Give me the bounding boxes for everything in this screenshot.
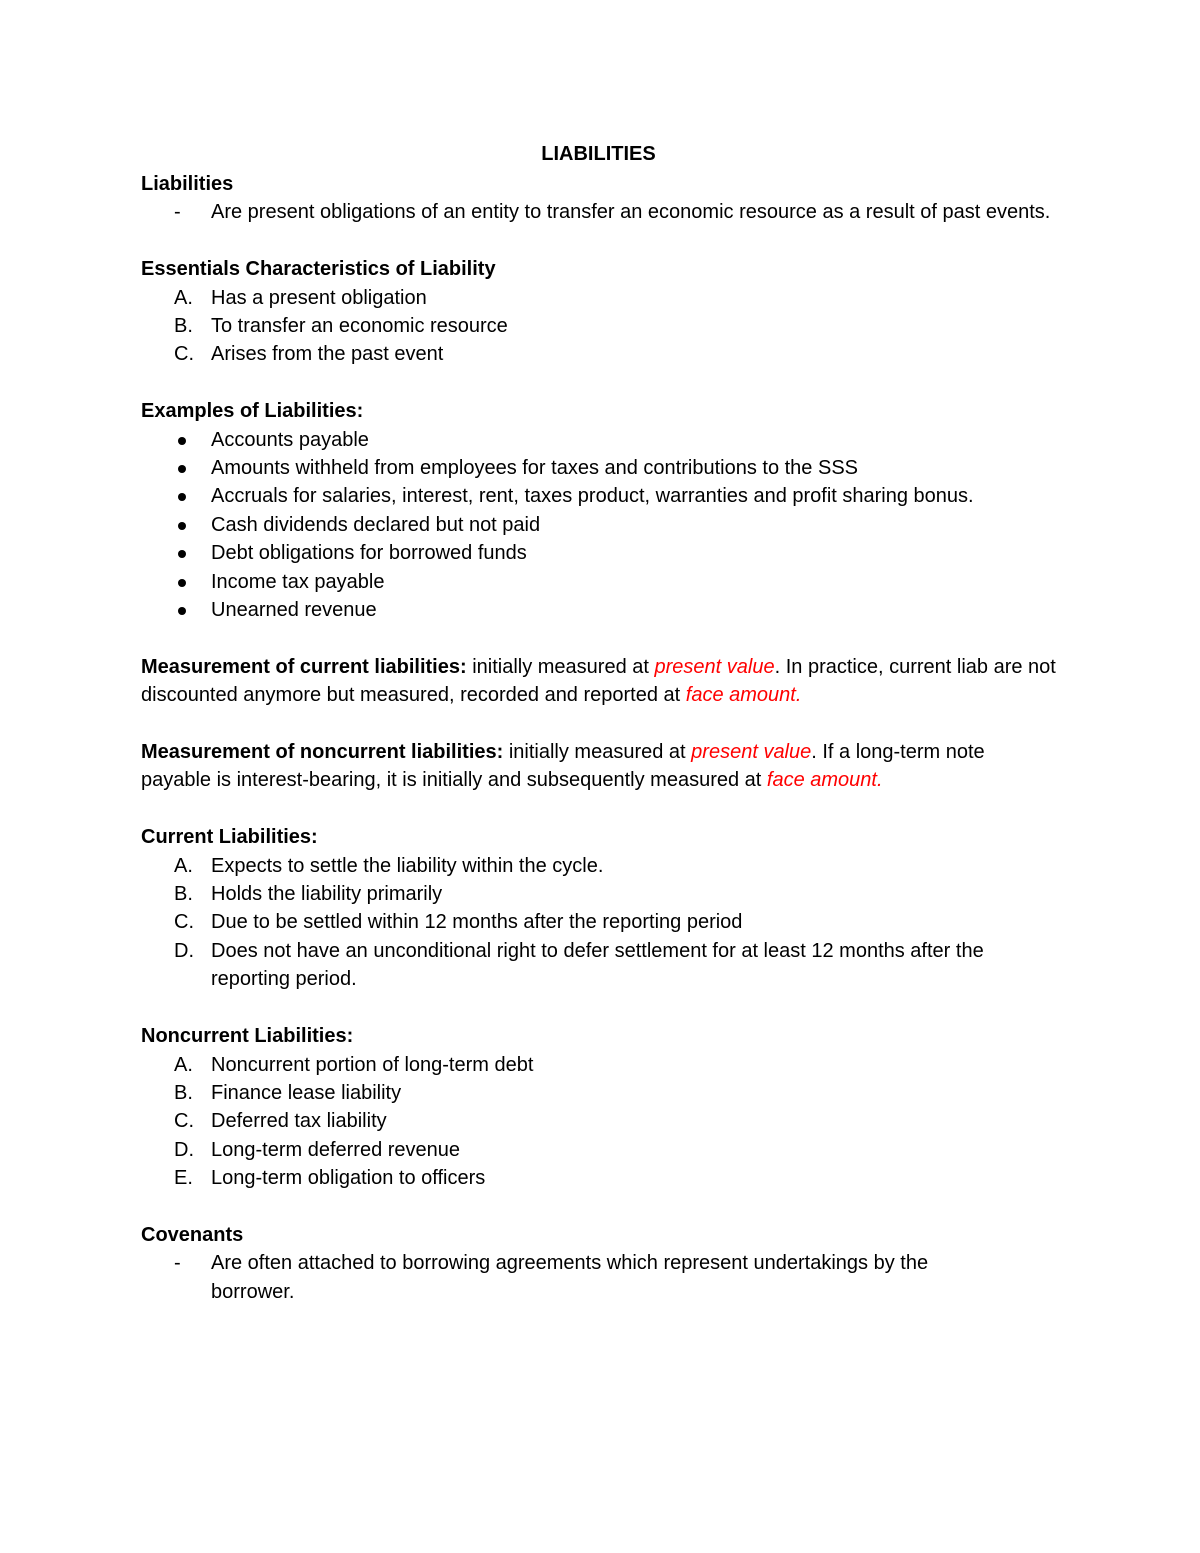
list-item-text: Finance lease liability (211, 1081, 402, 1104)
list-item (141, 482, 1061, 510)
list-item-text: Due to be settled within 12 months after the reporting period (211, 911, 743, 934)
list-item-text: Expects to settle the liability within the cycle. (211, 854, 604, 877)
covenants-definition-text: Are often attached to borrowing agreements which represent undertakings by the borrower. (211, 1252, 929, 1303)
paragraph-text: initially measured at (503, 741, 692, 764)
section-heading-noncurrent: Noncurrent Liabilities: (141, 1025, 354, 1048)
list-item-text: Deferred tax liability (211, 1110, 387, 1133)
list-item-text: Accounts payable (211, 428, 369, 451)
paragraph-text: . If a long-term note payable is interest-bearing, it is initially and subsequently measured at (141, 741, 985, 792)
list-item (141, 284, 1061, 312)
paragraph-text: . (795, 684, 802, 707)
list-item (141, 1107, 1061, 1135)
list-marker: D. (174, 939, 194, 962)
liabilities-definition-text: Are present obligations of an entity to transfer an economic resource as a result of past events. (211, 201, 1051, 224)
list-item (141, 454, 1061, 482)
liabilities-definition (141, 198, 1061, 226)
measurement-current-paragraph (141, 653, 1056, 710)
list-item-text: Long-term deferred revenue (211, 1138, 461, 1161)
document-title: LIABILITIES (541, 143, 656, 165)
bullet-icon (178, 437, 186, 445)
list-item (141, 568, 1061, 596)
list-item-text: Does not have an unconditional right to defer settlement for at least 12 months after the reporting period. (211, 939, 984, 991)
list-item-text: Unearned revenue (211, 599, 377, 622)
list-item (141, 511, 1061, 539)
list-marker: D. (174, 1138, 194, 1161)
section-heading-examples: Examples of Liabilities: (141, 400, 364, 423)
section-heading-liabilities: Liabilities (141, 173, 234, 195)
list-item (141, 1164, 1061, 1192)
list-item-text: Has a present obligation (211, 286, 427, 309)
section-heading-current: Current Liabilities: (141, 826, 318, 849)
covenants-definition (141, 1249, 1001, 1306)
measurement-current-label: Measurement of current liabilities: (141, 655, 467, 678)
list-item (141, 426, 1061, 454)
bullet-icon (178, 465, 186, 473)
section-heading-covenants: Covenants (141, 1223, 244, 1246)
list-item-text: Holds the liability primarily (211, 883, 443, 906)
list-item (141, 1051, 1061, 1079)
list-marker: A. (174, 1053, 193, 1076)
list-marker: C. (174, 1110, 194, 1133)
bullet-icon (178, 522, 186, 530)
measurement-noncurrent-label: Measurement of noncurrent liabilities: (141, 741, 504, 764)
list-marker: C. (174, 343, 194, 366)
list-item-text: Debt obligations for borrowed funds (211, 542, 527, 565)
list-item (141, 852, 1061, 880)
list-item-text: Noncurrent portion of long-term debt (211, 1053, 534, 1076)
list-marker: A. (174, 854, 193, 877)
bullet-icon (178, 579, 186, 587)
highlight-text: present value (654, 655, 775, 678)
list-marker: A. (174, 286, 193, 309)
bullet-icon (178, 607, 186, 615)
list-item-text: Income tax payable (211, 570, 385, 593)
list-item (141, 596, 1061, 624)
list-item (141, 539, 1061, 567)
document-page (141, 138, 1061, 1306)
list-item (141, 880, 1061, 908)
dash-marker: - (174, 1252, 181, 1275)
list-item (141, 1136, 1061, 1164)
list-item (141, 937, 1056, 994)
list-item-text: Arises from the past event (211, 343, 444, 366)
list-item (141, 340, 1061, 368)
list-item-text: To transfer an economic resource (211, 315, 508, 338)
paragraph-text: . In practice, current liab are not discounted anymore but measured, recorded and reported at (141, 655, 1056, 707)
paragraph-text: . (876, 769, 883, 792)
measurement-noncurrent-paragraph (141, 738, 1056, 795)
list-item (141, 908, 1061, 936)
highlight-text: face amount (766, 769, 877, 792)
list-item-text: Cash dividends declared but not paid (211, 513, 541, 536)
list-marker: B. (174, 883, 193, 906)
highlight-text: face amount (685, 684, 796, 707)
highlight-text: present value (691, 741, 812, 764)
list-item (141, 312, 1061, 340)
list-item-text: Long-term obligation to officers (211, 1167, 486, 1190)
list-item (141, 1079, 1061, 1107)
list-marker: B. (174, 1081, 193, 1104)
list-marker: C. (174, 911, 194, 934)
bullet-icon (178, 550, 186, 558)
list-item-text: Amounts withheld from employees for taxes and contributions to the SSS (211, 457, 859, 480)
list-marker: E. (174, 1167, 193, 1190)
bullet-icon (178, 493, 186, 501)
section-heading-characteristics: Essentials Characteristics of Liability (141, 258, 496, 281)
dash-marker: - (174, 201, 181, 224)
list-item-text: Accruals for salaries, interest, rent, taxes product, warranties and profit sharing bonus. (211, 485, 974, 508)
paragraph-text: initially measured at (466, 655, 655, 678)
list-marker: B. (174, 315, 193, 338)
